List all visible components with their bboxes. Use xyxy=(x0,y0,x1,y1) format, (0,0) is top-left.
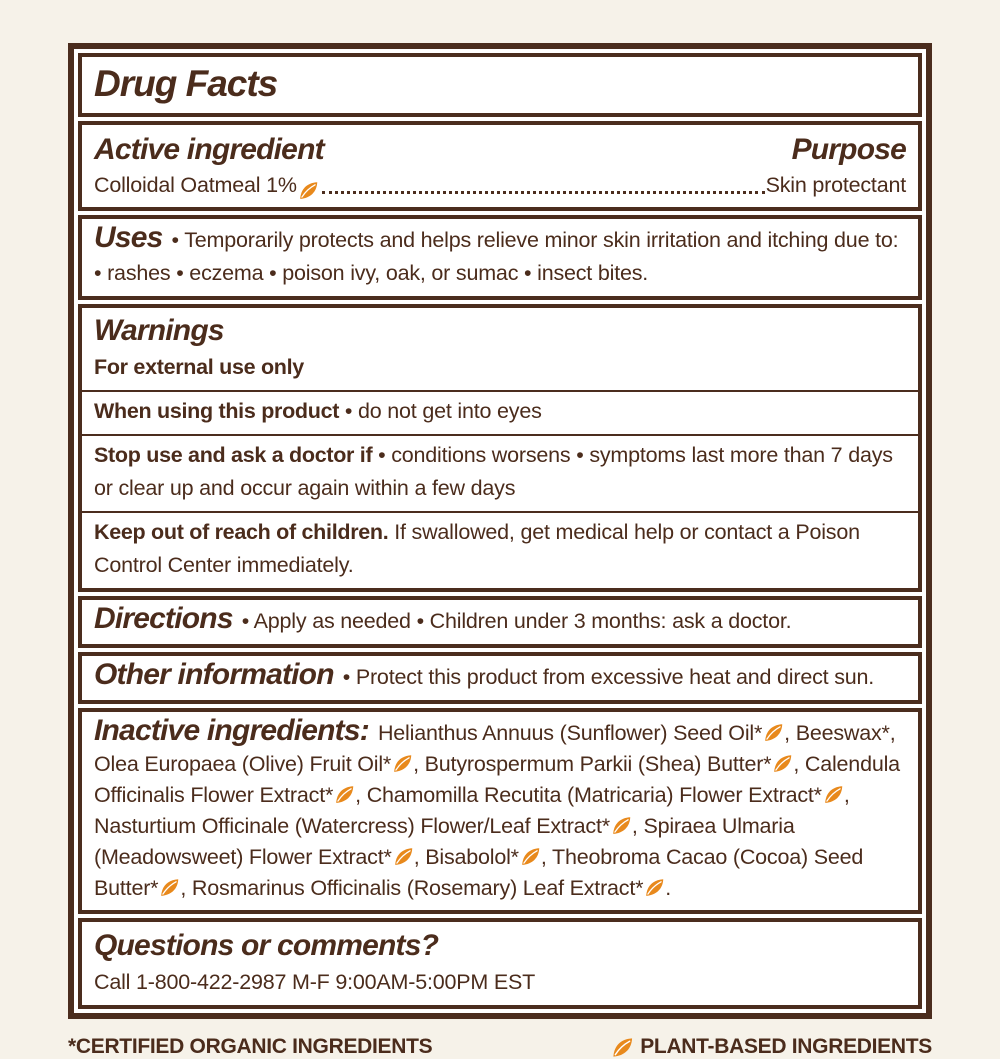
warnings-stop-use-text: • conditions worsens • symptoms last more than 7 days or clear up and occur again within a few days xyxy=(94,443,893,500)
plant-leaf-icon xyxy=(392,753,413,774)
plant-leaf-icon xyxy=(611,815,632,836)
page-title: Drug Facts xyxy=(94,63,278,104)
active-ingredient-header-row xyxy=(94,129,906,169)
warnings-stop-use-block xyxy=(82,434,918,511)
warnings-when-using-lead: When using this product xyxy=(94,399,340,423)
section-other-information xyxy=(78,652,922,704)
plant-leaf-icon xyxy=(611,1036,634,1059)
warnings-external-use: For external use only xyxy=(94,355,304,379)
section-directions xyxy=(78,596,922,648)
inactive-ingredients-list: Helianthus Annuus (Sunflower) Seed Oil* , Beeswax*, Olea Europaea (Olive) Fruit Oil* , Butyrospermum Parkii (Shea) Butter* , Calendula Officinalis Flower Extract* , Chamomilla Recutita (Matricaria) Flower Extract* , Nasturtium Officinale (Watercress) Flower/Leaf Extract* , Spiraea Ulmaria (Meadowsweet) Flower Extract* , Bisabolol* , Theobroma Cacao (Cocoa) Seed Butter* , Rosmarinus Officinalis (Rosemary) Leaf Extract* . xyxy=(94,721,900,900)
ingredient-name: Beeswax* xyxy=(795,721,890,745)
plant-leaf-icon xyxy=(393,846,414,867)
plant-leaf-icon xyxy=(763,722,784,743)
plant-based-legend: PLANT-BASED INGREDIENTS xyxy=(640,1035,932,1058)
ingredient-name: Theobroma Cacao (Cocoa) Seed Butter* xyxy=(94,845,864,900)
ingredient-name: Rosmarinus Officinalis (Rosemary) Leaf Extract* xyxy=(191,876,644,900)
legend-footer xyxy=(68,1035,932,1059)
warnings-intro-block xyxy=(82,308,918,390)
purpose-heading: Purpose xyxy=(791,133,906,166)
section-uses xyxy=(78,215,922,300)
plant-leaf-icon xyxy=(334,784,355,805)
plant-based-legend-group xyxy=(610,1035,932,1059)
ingredient-name: Helianthus Annuus (Sunflower) Seed Oil* xyxy=(377,721,763,745)
ingredient-name: Olea Europaea (Olive) Fruit Oil* xyxy=(94,752,392,776)
ingredient-name: Spiraea Ulmaria (Meadowsweet) Flower Extract* xyxy=(94,814,795,869)
warnings-heading: Warnings xyxy=(94,314,224,347)
warnings-when-using-block xyxy=(82,390,918,434)
other-information-text: • Protect this product from excessive heat and direct sun. xyxy=(342,665,875,689)
inactive-ingredients-heading: Inactive ingredients: xyxy=(94,714,369,747)
active-ingredient-heading: Active ingredient xyxy=(94,133,324,166)
section-questions xyxy=(78,918,922,1009)
plant-leaf-icon xyxy=(298,180,319,201)
drug-facts-label xyxy=(68,43,932,1019)
uses-text: • Temporarily protects and helps relieve minor skin irritation and itching due to: • rashes • eczema • poison ivy, oak, or sumac • insect bites. xyxy=(94,228,899,285)
warnings-when-using-text: • do not get into eyes xyxy=(344,399,542,423)
other-information-heading: Other information xyxy=(94,658,334,691)
active-ingredient-row xyxy=(94,169,906,201)
warnings-keep-out-lead: Keep out of reach of children. xyxy=(94,520,389,544)
ingredient-name: Calendula Officinalis Flower Extract* xyxy=(94,752,900,807)
plant-leaf-icon xyxy=(159,877,180,898)
plant-leaf-icon xyxy=(772,753,793,774)
plant-leaf-icon xyxy=(520,846,541,867)
ingredient-name: Chamomilla Recutita (Matricaria) Flower Extract* xyxy=(366,783,822,807)
active-ingredient-purpose: Skin protectant xyxy=(765,173,906,197)
organic-legend: *CERTIFIED ORGANIC INGREDIENTS xyxy=(68,1035,433,1058)
plant-leaf-icon xyxy=(823,784,844,805)
uses-heading: Uses xyxy=(94,221,163,254)
section-active-ingredient xyxy=(78,121,922,211)
questions-heading: Questions or comments? xyxy=(94,929,439,962)
warnings-stop-use-lead: Stop use and ask a doctor if xyxy=(94,443,373,467)
questions-phone: Call 1-800-422-2987 M-F 9:00AM-5:00PM EST xyxy=(94,970,536,994)
dotted-leader xyxy=(322,191,765,194)
directions-heading: Directions xyxy=(94,602,233,635)
section-warnings xyxy=(78,304,922,592)
directions-text: • Apply as needed • Children under 3 months: ask a doctor. xyxy=(241,609,792,633)
plant-leaf-icon xyxy=(644,877,665,898)
warnings-keep-out-block xyxy=(82,511,918,588)
active-ingredient-name: Colloidal Oatmeal 1% xyxy=(94,173,297,197)
ingredient-name: Butyrospermum Parkii (Shea) Butter* xyxy=(424,752,772,776)
section-drug-facts xyxy=(78,53,922,117)
section-inactive-ingredients xyxy=(78,708,922,914)
ingredient-name: Bisabolol* xyxy=(425,845,519,869)
ingredient-name: Nasturtium Officinale (Watercress) Flower/Leaf Extract* xyxy=(94,814,610,838)
warnings-keep-out-text: If swallowed, get medical help or contact a Poison Control Center immediately. xyxy=(94,520,860,577)
